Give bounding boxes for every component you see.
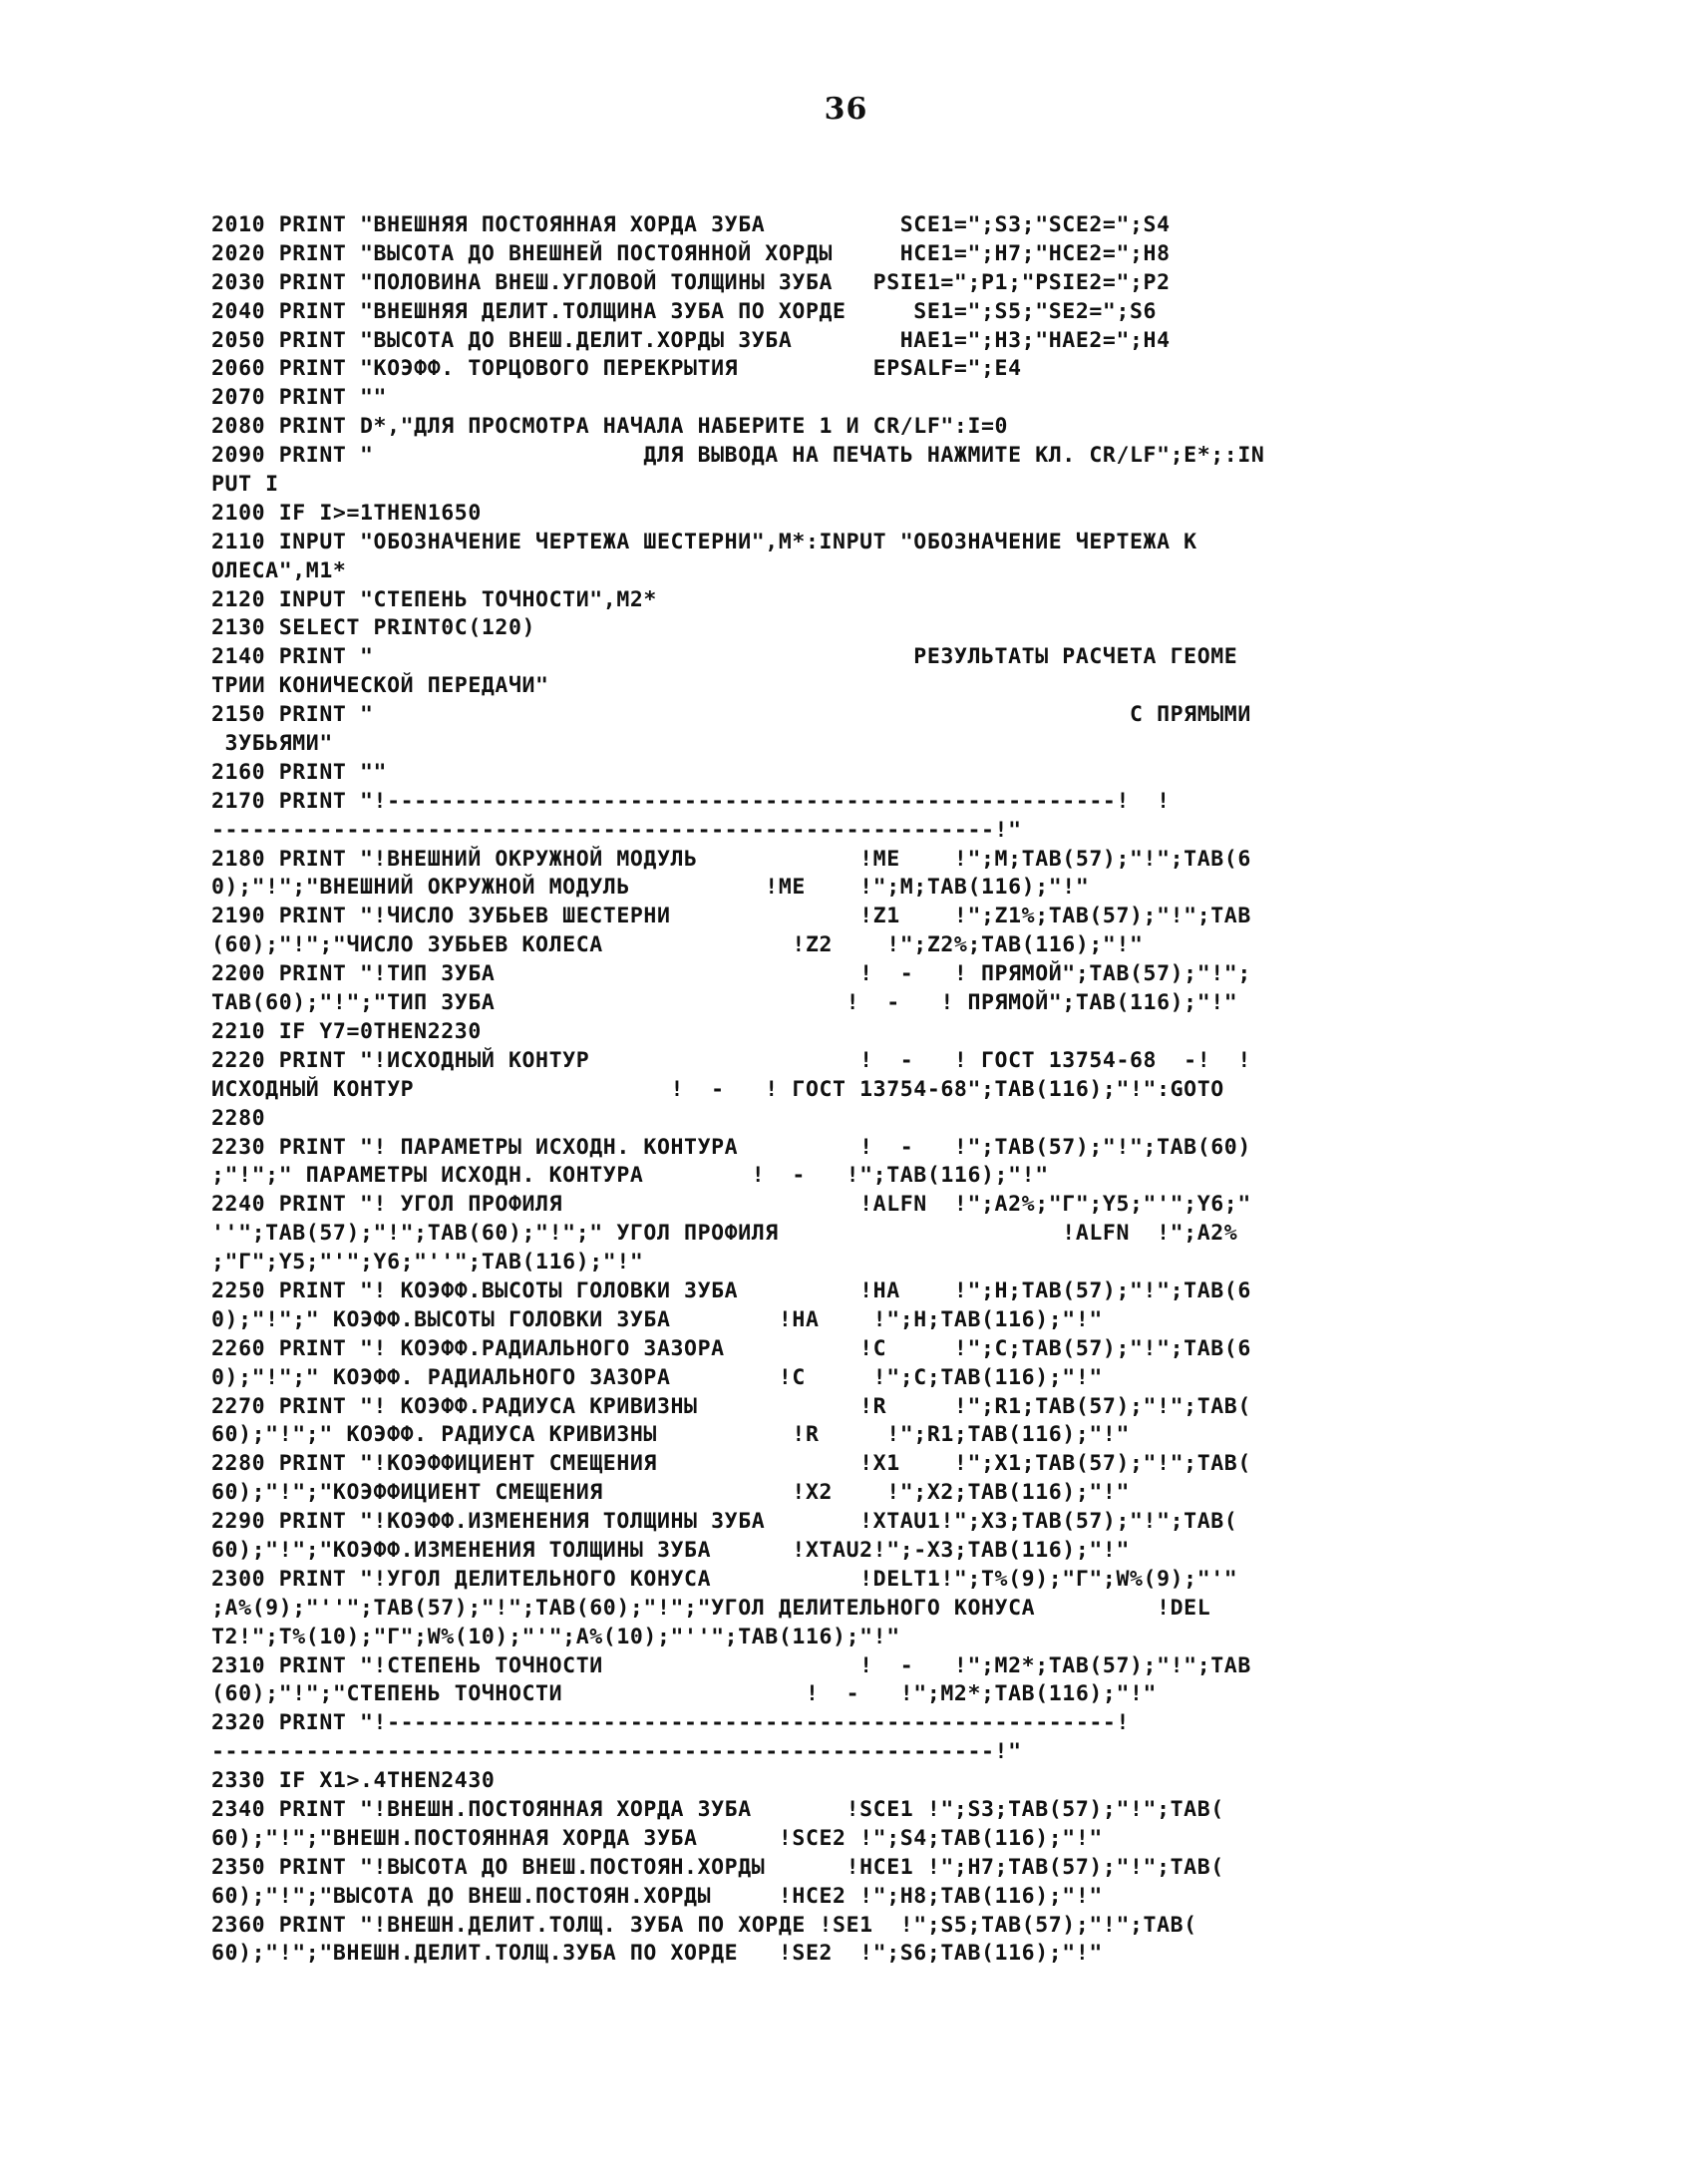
code-line: 0);"!";" КОЭФФ. РАДИАЛЬНОГО ЗАЗОРА !C !";C;TAB(116);"!" xyxy=(211,1364,1103,1390)
code-line: 60);"!";"КОЭФФИЦИЕНТ СМЕЩЕНИЯ !X2 !";X2;TAB(116);"!" xyxy=(211,1480,1130,1506)
code-line: 2180 PRINT "!ВНЕШНИЙ ОКРУЖНОЙ МОДУЛЬ !ME !";M;TAB(57);"!";TAB(6 xyxy=(211,846,1251,872)
code-line: 2280 xyxy=(211,1105,266,1131)
code-line: 2200 PRINT "!ТИП ЗУБА ! - ! ПРЯМОЙ";TAB(57);"!"; xyxy=(211,961,1251,987)
code-line: 2280 PRINT "!КОЭФФИЦИЕНТ СМЕЩЕНИЯ !X1 !";X1;TAB(57);"!";TAB( xyxy=(211,1451,1251,1477)
code-line: 2360 PRINT "!ВНЕШН.ДЕЛИТ.ТОЛЩ. ЗУБА ПО ХОРДЕ !SE1 !";S5;TAB(57);"!";TAB( xyxy=(211,1912,1197,1938)
code-line: 2210 IF Y7=0THEN2230 xyxy=(211,1018,482,1044)
code-line: 60);"!";"КОЭФФ.ИЗМЕНЕНИЯ ТОЛЩИНЫ ЗУБА !XTAU2!";-X3;TAB(116);"!" xyxy=(211,1537,1130,1563)
code-line: 2160 PRINT "" xyxy=(211,759,388,785)
code-line: 2300 PRINT "!УГОЛ ДЕЛИТЕЛЬНОГО КОНУСА !DELT1!";T%(9);"Г";W%(9);"'" xyxy=(211,1566,1238,1592)
code-line: 2290 PRINT "!КОЭФФ.ИЗМЕНЕНИЯ ТОЛЩИНЫ ЗУБА !XTAU1!";X3;TAB(57);"!";TAB( xyxy=(211,1509,1238,1535)
code-line: ;"Г";Y5;"'";Y6;"''";TAB(116);"!" xyxy=(211,1250,644,1275)
code-line: 2090 PRINT " ДЛЯ ВЫВОДА НА ПЕЧАТЬ НАЖМИТЕ КЛ. CR/LF";E*;:IN xyxy=(211,443,1265,469)
code-line: 2330 IF X1>.4THEN2430 xyxy=(211,1768,496,1794)
code-line: 0);"!";" КОЭФФ.ВЫСОТЫ ГОЛОВКИ ЗУБА !HA !";H;TAB(116);"!" xyxy=(211,1306,1103,1332)
code-line: 2010 PRINT "ВНЕШНЯЯ ПОСТОЯННАЯ ХОРДА ЗУБА SCE1=";S3;"SCE2=";S4 xyxy=(211,212,1171,237)
code-line: ТРИИ КОНИЧЕСКОЙ ПЕРЕДАЧИ" xyxy=(211,673,549,699)
code-line: 2340 PRINT "!ВНЕШН.ПОСТОЯННАЯ ХОРДА ЗУБА !SCE1 !";S3;TAB(57);"!";TAB( xyxy=(211,1796,1224,1822)
code-line: 2020 PRINT "ВЫСОТА ДО ВНЕШНЕЙ ПОСТОЯННОЙ ХОРДЫ HCE1=";H7;"HCE2=";H8 xyxy=(211,240,1171,266)
code-line: 2250 PRINT "! КОЭФФ.ВЫСОТЫ ГОЛОВКИ ЗУБА !HA !";H;TAB(57);"!";TAB(6 xyxy=(211,1277,1251,1303)
code-line: PUT I xyxy=(211,472,279,498)
code-line: T2!";T%(10);"Г";W%(10);"'";A%(10);"''";TAB(116);"!" xyxy=(211,1624,900,1649)
code-line: 0);"!";"ВНЕШНИЙ ОКРУЖНОЙ МОДУЛЬ !ME !";M;TAB(116);"!" xyxy=(211,875,1090,901)
code-line: 2130 SELECT PRINT0C(120) xyxy=(211,615,536,641)
code-line: 2260 PRINT "! КОЭФФ.РАДИАЛЬНОГО ЗАЗОРА !C !";C;TAB(57);"!";TAB(6 xyxy=(211,1335,1251,1361)
code-line: 2320 PRINT "!------------------------------------------------------! xyxy=(211,1710,1130,1736)
code-line: 2050 PRINT "ВЫСОТА ДО ВНЕШ.ДЕЛИТ.ХОРДЫ ЗУБА HAE1=";H3;"HAE2=";H4 xyxy=(211,327,1171,353)
code-line: ''";TAB(57);"!";TAB(60);"!";" УГОЛ ПРОФИЛЯ !ALFN !";A2% xyxy=(211,1221,1238,1247)
code-line: 2100 IF I>=1THEN1650 xyxy=(211,500,482,526)
code-line: ----------------------------------------------------------!" xyxy=(211,1739,1022,1765)
page-number: 36 xyxy=(824,92,868,127)
code-line: 2220 PRINT "!ИСХОДНЫЙ КОНТУР ! - ! ГОСТ 13754-68 -! ! xyxy=(211,1047,1251,1073)
code-line: 2310 PRINT "!СТЕПЕНЬ ТОЧНОСТИ ! - !";M2*;TAB(57);"!";TAB xyxy=(211,1652,1251,1678)
code-line: 2060 PRINT "КОЭФФ. ТОРЦОВОГО ПЕРЕКРЫТИЯ EPSALF=";E4 xyxy=(211,356,1022,382)
code-line: 2350 PRINT "!ВЫСОТА ДО ВНЕШ.ПОСТОЯН.ХОРДЫ !HCE1 !";H7;TAB(57);"!";TAB( xyxy=(211,1854,1224,1880)
code-line: 2170 PRINT "!------------------------------------------------------! ! xyxy=(211,788,1171,814)
code-line: ;A%(9);"''";TAB(57);"!";TAB(60);"!";"УГОЛ ДЕЛИТЕЛЬНОГО КОНУСА !DEL xyxy=(211,1595,1211,1621)
code-line: (60);"!";"СТЕПЕНЬ ТОЧНОСТИ ! - !";M2*;TAB(116);"!" xyxy=(211,1681,1158,1707)
code-line: 2140 PRINT " РЕЗУЛЬТАТЫ РАСЧЕТА ГЕОМЕ xyxy=(211,644,1238,670)
code-line: 2030 PRINT "ПОЛОВИНА ВНЕШ.УГЛОВОЙ ТОЛЩИНЫ ЗУБА PSIE1=";P1;"PSIE2=";P2 xyxy=(211,269,1171,295)
code-line: ОЛЕСА",M1* xyxy=(211,557,347,583)
code-line: 2230 PRINT "! ПАРАМЕТРЫ ИСХОДН. КОНТУРА ! - !";TAB(57);"!";TAB(60) xyxy=(211,1134,1251,1160)
code-line: 2190 PRINT "!ЧИСЛО ЗУБЬЕВ ШЕСТЕРНИ !Z1 !";Z1%;TAB(57);"!";TAB xyxy=(211,904,1251,929)
code-line: 60);"!";"ВЫСОТА ДО ВНЕШ.ПОСТОЯН.ХОРДЫ !HCE2 !";H8;TAB(116);"!" xyxy=(211,1883,1103,1909)
code-listing xyxy=(211,211,1508,1969)
code-line: 60);"!";"ВНЕШН.ДЕЛИТ.ТОЛЩ.ЗУБА ПО ХОРДЕ !SE2 !";S6;TAB(116);"!" xyxy=(211,1941,1103,1967)
code-line: 2080 PRINT D*,"ДЛЯ ПРОСМОТРА НАЧАЛА НАБЕРИТЕ 1 И CR/LF":I=0 xyxy=(211,414,1009,440)
code-line: 2110 INPUT "ОБОЗНАЧЕНИЕ ЧЕРТЕЖА ШЕСТЕРНИ",M*:INPUT "ОБОЗНАЧЕНИЕ ЧЕРТЕЖА К xyxy=(211,529,1197,554)
code-line: ----------------------------------------------------------!" xyxy=(211,817,1022,843)
code-line: ИСХОДНЫЙ КОНТУР ! - ! ГОСТ 13754-68";TAB(116);"!":GOTO xyxy=(211,1076,1224,1102)
code-line: 2240 PRINT "! УГОЛ ПРОФИЛЯ !ALFN !";A2%;"Г";Y5;"'";Y6;" xyxy=(211,1192,1251,1218)
code-line: 60);"!";" КОЭФФ. РАДИУСА КРИВИЗНЫ !R !";R1;TAB(116);"!" xyxy=(211,1422,1130,1448)
code-line: TAB(60);"!";"ТИП ЗУБА ! - ! ПРЯМОЙ";TAB(116);"!" xyxy=(211,990,1238,1016)
code-line: 2070 PRINT "" xyxy=(211,385,388,411)
code-line: 2040 PRINT "ВНЕШНЯЯ ДЕЛИТ.ТОЛЩИНА ЗУБА ПО ХОРДЕ SE1=";S5;"SE2=";S6 xyxy=(211,298,1158,324)
code-line: 2150 PRINT " С ПРЯМЫМИ xyxy=(211,702,1251,728)
code-line: ;"!";" ПАРАМЕТРЫ ИСХОДН. КОНТУРА ! - !";TAB(116);"!" xyxy=(211,1163,1049,1189)
code-line: 2270 PRINT "! КОЭФФ.РАДИУСА КРИВИЗНЫ !R !";R1;TAB(57);"!";TAB( xyxy=(211,1393,1251,1419)
code-line: 2120 INPUT "СТЕПЕНЬ ТОЧНОСТИ",M2* xyxy=(211,586,657,612)
code-line: ЗУБЬЯМИ" xyxy=(211,731,333,757)
code-line: 60);"!";"ВНЕШН.ПОСТОЯННАЯ ХОРДА ЗУБА !SCE2 !";S4;TAB(116);"!" xyxy=(211,1825,1103,1851)
code-line: (60);"!";"ЧИСЛО ЗУБЬЕВ КОЛЕСА !Z2 !";Z2%;TAB(116);"!" xyxy=(211,932,1144,958)
